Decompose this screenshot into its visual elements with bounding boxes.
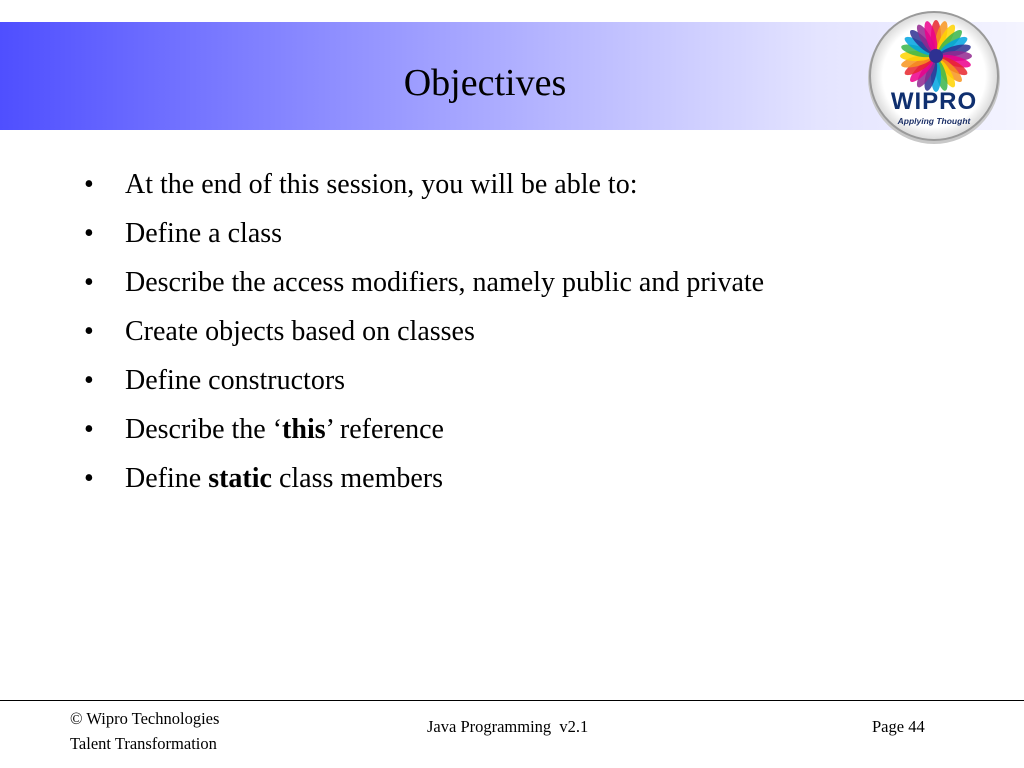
objective-item [84,258,764,307]
footer-department: Talent Transformation [70,734,217,753]
footer-left [70,706,219,756]
footer-divider [0,700,1024,701]
objective-text: Define constructors [125,365,346,396]
objective-keyword: this [282,414,326,445]
bullet-marker: • [84,365,94,396]
objective-item [84,356,764,405]
logo-tagline: Applying Thought [897,116,971,126]
footer-copyright: © Wipro Technologies [70,709,220,728]
bullet-marker: • [84,267,94,298]
slide-title: Objectives [403,62,567,104]
footer-course: Java Programming v2.1 [427,717,589,736]
objective-item [84,209,764,258]
objective-item [84,454,764,503]
objective-item [84,307,764,356]
objective-text: Describe the access modifiers, namely public and private [125,267,765,298]
bullet-marker: • [84,218,94,249]
objective-text: Describe the ‘ [125,414,283,445]
wipro-logo [864,10,1004,146]
objective-item [84,160,764,209]
objective-keyword: static [208,463,272,494]
footer-page-number: Page 44 [872,717,925,736]
logo-wordmark: WIPRO [890,88,978,115]
objective-text: At the end of this session, you will be able to: [125,169,638,200]
bullet-marker: • [84,316,94,347]
bullet-marker: • [84,463,94,494]
objective-item [84,405,764,454]
bullet-marker: • [84,169,94,200]
objective-text: ’ reference [325,414,444,445]
bullet-marker: • [84,414,94,445]
objective-text: Define a class [125,218,283,249]
objective-text: Define [125,463,209,494]
objectives-list [84,160,764,503]
objective-text: Create objects based on classes [125,316,475,347]
objective-text: class members [271,463,444,494]
